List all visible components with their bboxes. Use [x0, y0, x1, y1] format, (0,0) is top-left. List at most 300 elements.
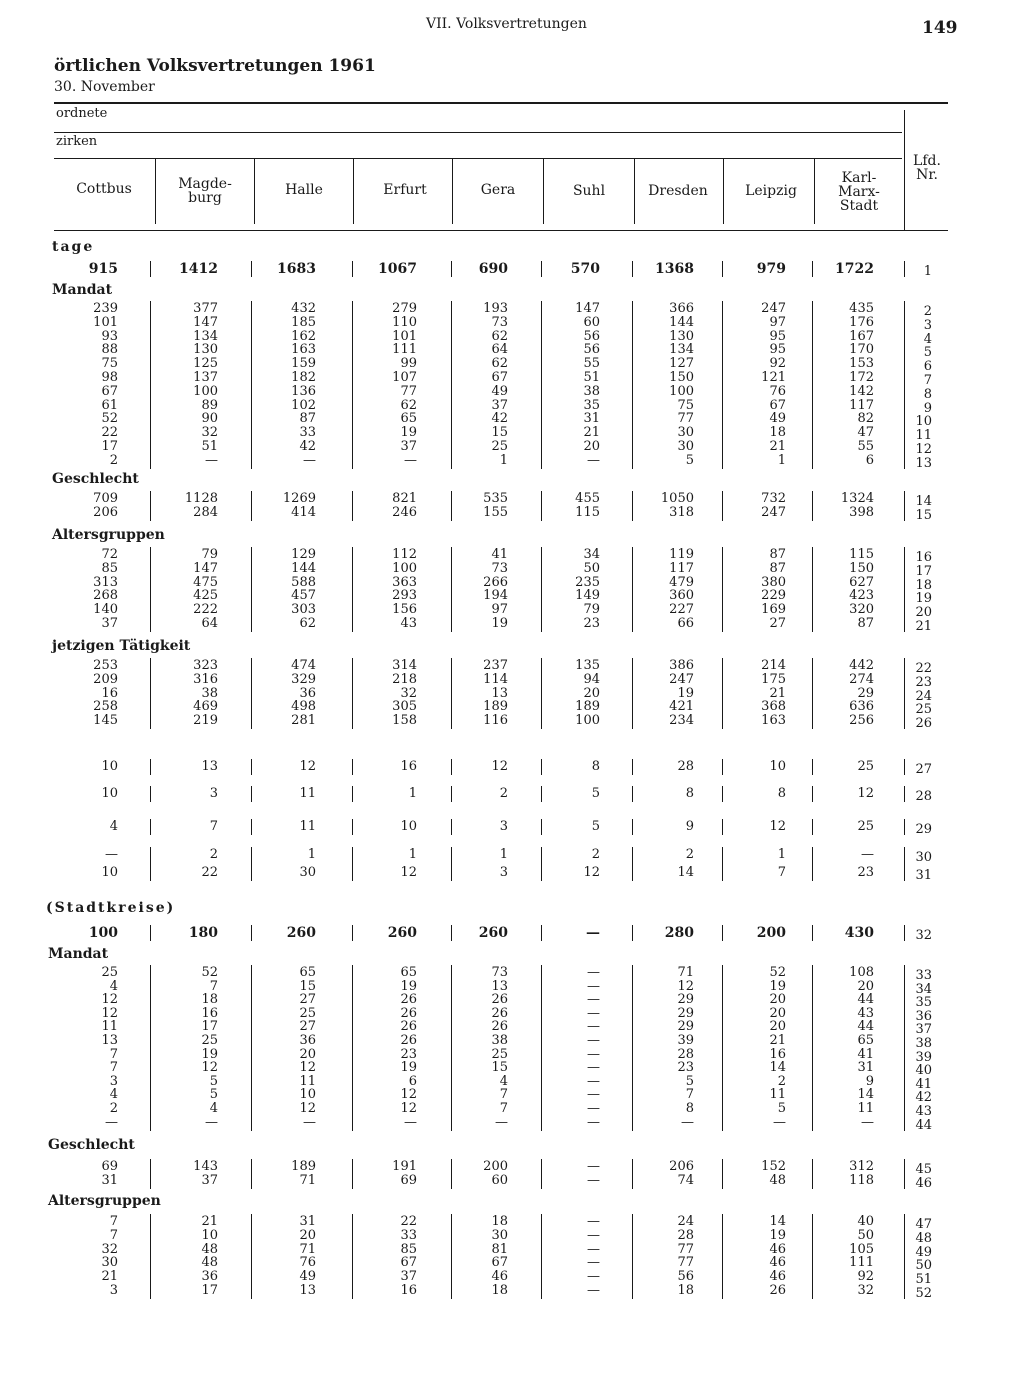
- table-cell: —: [205, 452, 218, 468]
- table-cell: 293: [392, 588, 417, 604]
- column-rule: [352, 965, 353, 1131]
- table-cell: 12: [491, 759, 508, 774]
- table-cell: 31: [299, 1214, 316, 1229]
- table-cell: 1067: [378, 261, 417, 277]
- table-cell: 279: [392, 301, 417, 316]
- table-cell: 10: [769, 759, 786, 774]
- table-cell: 7: [109, 1060, 118, 1076]
- table-cell: 46: [769, 1255, 786, 1271]
- table-cell: —: [773, 1114, 786, 1130]
- column-header: Gera: [480, 182, 516, 198]
- row-number: 17: [915, 563, 932, 579]
- header-divider: [543, 158, 544, 224]
- row-number: 32: [915, 928, 932, 943]
- table-cell: 97: [491, 602, 508, 618]
- column-rule: [904, 658, 905, 729]
- table-cell: 52: [769, 965, 786, 980]
- table-cell: 455: [575, 491, 600, 506]
- table-cell: 2: [109, 1101, 118, 1116]
- table-cell: 253: [93, 658, 118, 673]
- table-cell: 13: [491, 978, 508, 994]
- table-cell: 60: [491, 1173, 508, 1188]
- column-rule: [632, 965, 633, 1131]
- table-cell: —: [205, 1114, 218, 1130]
- table-cell: 135: [575, 658, 600, 673]
- column-rule: [812, 1159, 813, 1189]
- table-cell: 425: [193, 588, 218, 604]
- table-cell: 18: [677, 1283, 694, 1298]
- table-cell: 21: [769, 685, 786, 701]
- row-number: 11: [915, 428, 932, 444]
- table-cell: 185: [291, 314, 316, 330]
- table-cell: 26: [400, 1019, 417, 1035]
- table-cell: —: [587, 1159, 600, 1174]
- table-cell: 979: [756, 261, 786, 277]
- row-number: 39: [915, 1049, 932, 1065]
- table-cell: 31: [857, 1060, 874, 1076]
- column-rule: [632, 261, 633, 277]
- table-cell: 25: [857, 819, 874, 834]
- table-cell: 227: [669, 602, 694, 618]
- table-cell: 258: [93, 699, 118, 715]
- table-cell: 284: [193, 505, 218, 520]
- table-cell: 7: [209, 819, 218, 834]
- table-cell: 62: [299, 616, 316, 631]
- table-cell: 49: [491, 383, 508, 399]
- table-cell: 50: [583, 560, 600, 576]
- table-cell: 100: [193, 383, 218, 399]
- table-cell: 14: [769, 1214, 786, 1229]
- table-cell: 189: [483, 699, 508, 715]
- table-cell: 62: [491, 356, 508, 372]
- table-cell: 313: [93, 574, 118, 590]
- table-cell: —: [587, 1269, 600, 1285]
- table-cell: 52: [101, 411, 118, 427]
- table-cell: 7: [209, 978, 218, 994]
- table-cell: 115: [849, 547, 874, 562]
- table-cell: 1: [499, 452, 508, 468]
- table-cell: 17: [201, 1019, 218, 1035]
- table-cell: 21: [201, 1214, 218, 1229]
- table-cell: 237: [483, 658, 508, 673]
- row-number: 31: [915, 868, 932, 883]
- row-number: 47: [915, 1217, 932, 1232]
- table-cell: 115: [575, 505, 600, 520]
- column-rule: [632, 759, 633, 775]
- table-cell: 27: [299, 1019, 316, 1035]
- column-rule: [150, 1214, 151, 1299]
- table-cell: —: [681, 1114, 694, 1130]
- table-cell: 26: [400, 1005, 417, 1021]
- table-cell: 16: [769, 1046, 786, 1062]
- column-rule: [352, 261, 353, 277]
- table-cell: 101: [93, 314, 118, 330]
- table-cell: —: [404, 452, 417, 468]
- column-rule: [352, 925, 353, 941]
- table-cell: 25: [299, 1005, 316, 1021]
- column-rule: [722, 965, 723, 1131]
- table-cell: 821: [392, 491, 417, 506]
- row-number: 14: [915, 494, 932, 509]
- table-cell: 77: [400, 383, 417, 399]
- header-row-label: zirken: [56, 134, 98, 149]
- table-cell: 20: [769, 1005, 786, 1021]
- table-cell: 535: [483, 491, 508, 506]
- table-cell: 156: [392, 602, 417, 618]
- row-number: 3: [923, 317, 932, 333]
- row-number: 9: [923, 400, 932, 416]
- table-cell: 18: [491, 1214, 508, 1229]
- table-cell: 266: [483, 574, 508, 590]
- column-rule: [251, 786, 252, 802]
- table-cell: 11: [769, 1087, 786, 1103]
- table-cell: 77: [677, 1241, 694, 1257]
- table-cell: 31: [583, 411, 600, 427]
- column-rule: [251, 847, 252, 881]
- column-rule: [632, 491, 633, 521]
- table-cell: 206: [93, 505, 118, 520]
- table-cell: 18: [201, 992, 218, 1008]
- table-cell: 18: [491, 1283, 508, 1298]
- table-cell: 1324: [840, 491, 874, 506]
- table-cell: 60: [583, 314, 600, 330]
- column-rule: [632, 658, 633, 729]
- table-cell: 71: [299, 1241, 316, 1257]
- column-rule: [451, 925, 452, 941]
- row-number: 43: [915, 1104, 932, 1119]
- column-rule: [904, 786, 905, 802]
- table-cell: 34: [583, 547, 600, 562]
- row-number: 35: [915, 995, 932, 1011]
- table-cell: —: [587, 1019, 600, 1035]
- table-cell: 366: [669, 301, 694, 316]
- table-cell: 73: [491, 560, 508, 576]
- table-cell: 73: [491, 314, 508, 330]
- row-number: 4: [923, 331, 932, 347]
- table-cell: 29: [857, 685, 874, 701]
- table-cell: 23: [583, 616, 600, 631]
- row-number: 51: [915, 1272, 932, 1288]
- table-cell: 690: [478, 261, 508, 277]
- column-rule: [352, 847, 353, 881]
- column-rule: [541, 925, 542, 941]
- column-rule: [541, 759, 542, 775]
- column-rule: [352, 658, 353, 729]
- column-rule: [632, 547, 633, 632]
- row-number: 6: [923, 359, 932, 375]
- table-cell: 81: [491, 1241, 508, 1257]
- table-cell: 20: [857, 978, 874, 994]
- column-rule: [904, 925, 905, 941]
- table-cell: 19: [769, 1227, 786, 1243]
- table-cell: 19: [491, 616, 508, 631]
- table-cell: 22: [101, 425, 118, 441]
- section-label: Geschlecht: [52, 471, 139, 487]
- table-cell: 162: [291, 328, 316, 344]
- table-cell: 87: [769, 547, 786, 562]
- table-cell: 110: [392, 314, 417, 330]
- table-cell: 75: [677, 397, 694, 413]
- column-header: Dresden: [648, 183, 708, 199]
- table-cell: 65: [299, 965, 316, 980]
- table-cell: 1: [777, 847, 786, 862]
- table-cell: 41: [857, 1046, 874, 1062]
- column-rule: [352, 759, 353, 775]
- header-divider: [254, 158, 255, 224]
- table-cell: 13: [299, 1283, 316, 1298]
- header-top-rule: [54, 102, 948, 104]
- table-cell: 1269: [282, 491, 316, 506]
- table-cell: 144: [669, 314, 694, 330]
- table-cell: 158: [392, 713, 417, 729]
- section-label: Geschlecht: [48, 1137, 135, 1153]
- table-cell: 127: [669, 356, 694, 372]
- column-rule: [812, 301, 813, 469]
- table-cell: 37: [491, 397, 508, 413]
- table-cell: 114: [483, 671, 508, 687]
- table-cell: —: [861, 847, 874, 862]
- table-cell: 25: [201, 1033, 218, 1048]
- column-rule: [251, 925, 252, 941]
- table-cell: —: [303, 1114, 316, 1130]
- table-cell: 11: [299, 819, 316, 834]
- table-cell: 150: [669, 370, 694, 385]
- table-cell: 25: [101, 965, 118, 980]
- table-cell: 398: [849, 505, 874, 520]
- table-cell: 37: [201, 1173, 218, 1188]
- table-cell: 65: [400, 411, 417, 427]
- row-number: 1: [923, 264, 932, 279]
- table-cell: 23: [857, 865, 874, 880]
- row-number: 21: [915, 619, 932, 634]
- table-cell: 76: [769, 383, 786, 399]
- table-cell: 21: [583, 425, 600, 441]
- table-cell: 414: [291, 505, 316, 520]
- table-cell: 118: [849, 1173, 874, 1188]
- table-cell: —: [105, 1114, 118, 1130]
- table-cell: 475: [193, 574, 218, 590]
- column-rule: [722, 301, 723, 469]
- table-cell: 219: [193, 713, 218, 729]
- column-rule: [352, 819, 353, 835]
- column-rule: [451, 819, 452, 835]
- table-cell: 12: [857, 786, 874, 801]
- table-cell: 95: [769, 328, 786, 344]
- table-cell: 457: [291, 588, 316, 604]
- column-rule: [722, 819, 723, 835]
- table-cell: —: [587, 1101, 600, 1116]
- table-cell: 20: [769, 1019, 786, 1035]
- column-rule: [904, 965, 905, 1131]
- row-number: 42: [915, 1090, 932, 1106]
- column-header: Halle: [285, 182, 323, 198]
- table-cell: 50: [857, 1227, 874, 1243]
- row-number: 26: [915, 716, 932, 732]
- table-cell: 1722: [835, 261, 874, 277]
- column-rule: [812, 491, 813, 521]
- column-rule: [812, 261, 813, 277]
- table-subtitle: 30. November: [54, 79, 155, 95]
- table-cell: —: [587, 1214, 600, 1229]
- row-number: 20: [915, 605, 932, 621]
- row-number: 19: [915, 591, 932, 607]
- table-cell: 38: [491, 1033, 508, 1048]
- column-rule: [904, 301, 905, 469]
- row-number: 29: [915, 822, 932, 837]
- table-cell: 26: [400, 992, 417, 1008]
- table-cell: —: [587, 1255, 600, 1271]
- table-cell: 320: [849, 602, 874, 618]
- row-number: 12: [915, 442, 932, 457]
- table-cell: 26: [400, 1033, 417, 1048]
- column-rule: [352, 491, 353, 521]
- table-cell: 37: [101, 616, 118, 631]
- table-cell: 170: [849, 342, 874, 358]
- table-cell: 16: [400, 759, 417, 774]
- column-rule: [352, 786, 353, 802]
- table-cell: 7: [109, 1227, 118, 1243]
- table-cell: 246: [392, 505, 417, 520]
- column-rule: [150, 261, 151, 277]
- table-cell: 5: [591, 786, 600, 801]
- table-cell: 117: [669, 560, 694, 576]
- table-cell: 155: [483, 505, 508, 520]
- table-cell: 14: [769, 1060, 786, 1076]
- column-header: Erfurt: [383, 182, 427, 198]
- column-rule: [251, 965, 252, 1131]
- table-cell: 20: [769, 992, 786, 1008]
- table-cell: 147: [193, 314, 218, 330]
- column-rule: [251, 491, 252, 521]
- table-cell: 189: [291, 1159, 316, 1174]
- table-cell: 498: [291, 699, 316, 715]
- table-cell: 14: [677, 865, 694, 880]
- row-number: 5: [923, 345, 932, 361]
- column-rule: [251, 547, 252, 632]
- header-divider: [723, 158, 724, 224]
- column-header: Karl- Marx- Stadt: [838, 170, 880, 214]
- table-cell: 363: [392, 574, 417, 590]
- row-number: 33: [915, 968, 932, 983]
- table-cell: —: [587, 1227, 600, 1243]
- table-cell: 77: [677, 1255, 694, 1271]
- table-cell: 17: [201, 1283, 218, 1298]
- table-cell: 149: [575, 588, 600, 604]
- column-rule: [451, 491, 452, 521]
- table-cell: 8: [777, 786, 786, 801]
- table-cell: 41: [491, 547, 508, 562]
- column-rule: [451, 786, 452, 802]
- table-cell: 153: [849, 356, 874, 372]
- table-cell: 26: [491, 1005, 508, 1021]
- table-cell: 29: [677, 1019, 694, 1035]
- table-cell: —: [303, 452, 316, 468]
- table-cell: 316: [193, 671, 218, 687]
- column-rule: [352, 547, 353, 632]
- table-cell: 40: [857, 1214, 874, 1229]
- table-cell: —: [587, 1173, 600, 1188]
- table-cell: 627: [849, 574, 874, 590]
- column-rule: [632, 847, 633, 881]
- table-cell: 20: [299, 1227, 316, 1243]
- table-cell: 62: [491, 328, 508, 344]
- column-rule: [904, 1159, 905, 1189]
- table-cell: 256: [849, 713, 874, 729]
- column-rule: [541, 261, 542, 277]
- table-cell: 268: [93, 588, 118, 604]
- section-label: Altersgruppen: [48, 1193, 161, 1209]
- table-cell: 112: [392, 547, 417, 562]
- table-cell: 24: [677, 1214, 694, 1229]
- table-cell: 206: [669, 1159, 694, 1174]
- table-cell: 12: [201, 1060, 218, 1076]
- table-cell: 90: [201, 411, 218, 427]
- table-cell: 19: [769, 978, 786, 994]
- column-rule: [812, 1214, 813, 1299]
- table-cell: —: [587, 452, 600, 468]
- table-cell: 92: [769, 356, 786, 372]
- column-rule: [451, 759, 452, 775]
- table-cell: 100: [88, 925, 118, 941]
- table-cell: 20: [583, 439, 600, 454]
- table-cell: 1050: [660, 491, 694, 506]
- row-number: 50: [915, 1258, 932, 1274]
- table-cell: 169: [761, 602, 786, 618]
- column-rule: [812, 965, 813, 1131]
- header-row-label: ordnete: [56, 106, 108, 121]
- table-cell: 274: [849, 671, 874, 687]
- column-rule: [541, 847, 542, 881]
- table-cell: 38: [201, 685, 218, 701]
- table-cell: 11: [299, 1073, 316, 1089]
- table-cell: 12: [299, 1060, 316, 1076]
- column-rule: [904, 491, 905, 521]
- column-rule: [632, 301, 633, 469]
- column-rule: [150, 759, 151, 775]
- table-cell: 130: [193, 342, 218, 358]
- table-cell: 5: [591, 819, 600, 834]
- row-number: 37: [915, 1022, 932, 1038]
- table-cell: 33: [299, 425, 316, 441]
- row-number: 7: [923, 373, 932, 388]
- table-cell: 48: [769, 1173, 786, 1188]
- table-cell: 44: [857, 1019, 874, 1035]
- column-rule: [451, 658, 452, 729]
- table-cell: 37: [400, 439, 417, 454]
- section-label: tage: [52, 239, 95, 255]
- column-rule: [150, 301, 151, 469]
- table-cell: 709: [93, 491, 118, 506]
- row-number: 34: [915, 981, 932, 997]
- column-rule: [251, 759, 252, 775]
- table-cell: —: [587, 1087, 600, 1103]
- table-cell: 229: [761, 588, 786, 604]
- table-cell: 67: [491, 1255, 508, 1271]
- table-cell: 1412: [179, 261, 218, 277]
- table-cell: 71: [677, 965, 694, 980]
- table-cell: 52: [201, 965, 218, 980]
- table-cell: 19: [400, 978, 417, 994]
- table-cell: 28: [677, 1227, 694, 1243]
- page-number: 149: [922, 18, 958, 38]
- table-cell: 130: [669, 328, 694, 344]
- column-rule: [722, 658, 723, 729]
- table-cell: 305: [392, 699, 417, 715]
- table-cell: 55: [857, 439, 874, 454]
- table-cell: 145: [93, 713, 118, 729]
- table-cell: 1: [408, 847, 417, 862]
- table-cell: 29: [677, 992, 694, 1008]
